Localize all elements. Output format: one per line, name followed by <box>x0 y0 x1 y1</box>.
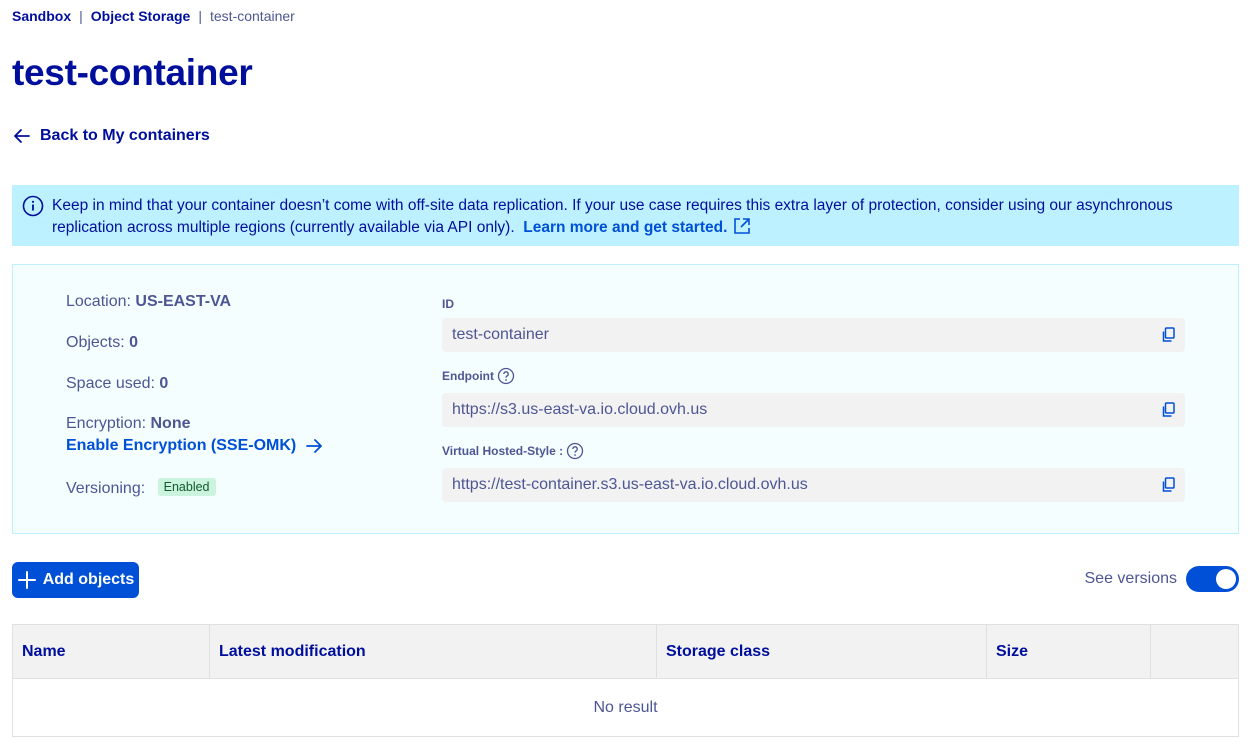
id-field <box>442 318 1185 352</box>
learn-more-link[interactable]: Learn more and get started. <box>523 219 728 236</box>
breadcrumb <box>12 6 295 26</box>
table-empty-row <box>13 679 1238 736</box>
copy-icon[interactable] <box>1161 402 1175 418</box>
breadcrumb-sandbox[interactable]: Sandbox <box>12 8 72 24</box>
column-header-storage-class[interactable]: Storage class <box>657 625 987 678</box>
breadcrumb-separator: | <box>79 8 83 24</box>
banner-text-block <box>52 195 1227 246</box>
see-versions-control <box>1085 566 1240 592</box>
back-link-label: Back to My containers <box>40 127 210 144</box>
page-title: test-container <box>12 52 253 93</box>
info-icon <box>22 195 44 217</box>
location-row <box>66 293 231 311</box>
endpoint-label-text: Endpoint <box>442 369 494 383</box>
space-used-value: 0 <box>159 375 169 392</box>
column-header-latest-modification[interactable]: Latest modification <box>210 625 657 678</box>
add-objects-button[interactable] <box>12 562 139 598</box>
external-link-icon[interactable] <box>733 217 751 235</box>
enable-encryption-link[interactable] <box>66 436 324 456</box>
space-used-label: Space used: <box>66 375 155 392</box>
id-value: test-container <box>452 326 549 343</box>
virtual-hosted-value: https://test-container.s3.us-east-va.io.cloud.ovh.us <box>452 476 808 493</box>
column-header-actions <box>1151 625 1238 678</box>
versioning-status-badge: Enabled <box>158 478 216 496</box>
virtual-hosted-field <box>442 468 1185 502</box>
enable-encryption-label: Enable Encryption (SSE-OMK) <box>66 437 297 454</box>
back-to-containers-link[interactable] <box>12 126 210 146</box>
location-label: Location: <box>66 293 131 310</box>
see-versions-label: See versions <box>1084 570 1177 587</box>
endpoint-label <box>442 367 515 385</box>
replication-info-banner <box>12 185 1239 246</box>
breadcrumb-separator: | <box>198 8 202 24</box>
copy-icon[interactable] <box>1161 327 1175 343</box>
objects-row <box>66 334 138 352</box>
objects-table <box>12 624 1239 737</box>
id-label-text: ID <box>442 297 454 311</box>
see-versions-toggle[interactable] <box>1186 566 1239 592</box>
copy-icon[interactable] <box>1161 477 1175 493</box>
toggle-knob <box>1216 569 1236 589</box>
no-result-text: No result <box>593 698 658 716</box>
encryption-label: Encryption: <box>66 415 147 432</box>
id-label <box>442 297 454 311</box>
encryption-value: None <box>150 415 191 432</box>
container-details-panel <box>12 264 1239 534</box>
breadcrumb-object-storage[interactable]: Object Storage <box>90 8 191 24</box>
space-used-row <box>66 375 168 393</box>
arrow-left-icon <box>12 126 32 146</box>
add-objects-label: Add objects <box>42 571 135 588</box>
virtual-hosted-label-text: Virtual Hosted-Style : <box>442 444 564 458</box>
breadcrumb-current: test-container <box>210 8 295 24</box>
column-header-size[interactable]: Size <box>987 625 1151 678</box>
endpoint-value: https://s3.us-east-va.io.cloud.ovh.us <box>452 401 708 418</box>
table-header <box>13 625 1238 679</box>
virtual-hosted-label <box>442 442 584 460</box>
endpoint-field <box>442 393 1185 427</box>
versioning-row <box>66 478 216 498</box>
plus-icon <box>17 570 37 590</box>
versioning-label: Versioning: <box>66 480 146 497</box>
location-value: US-EAST-VA <box>135 293 232 310</box>
banner-text: Keep in mind that your container doesn’t come with off-site data replication. If your use case requires this extra layer of protection, consider using our asynchronous replication across multiple regions (currently available via API only). <box>52 197 1173 236</box>
encryption-row <box>66 415 191 433</box>
objects-label: Objects: <box>66 334 125 351</box>
column-header-name[interactable]: Name <box>13 625 210 678</box>
objects-value: 0 <box>129 334 139 351</box>
help-icon[interactable] <box>566 442 584 460</box>
arrow-right-icon <box>304 436 324 456</box>
help-icon[interactable] <box>497 367 515 385</box>
